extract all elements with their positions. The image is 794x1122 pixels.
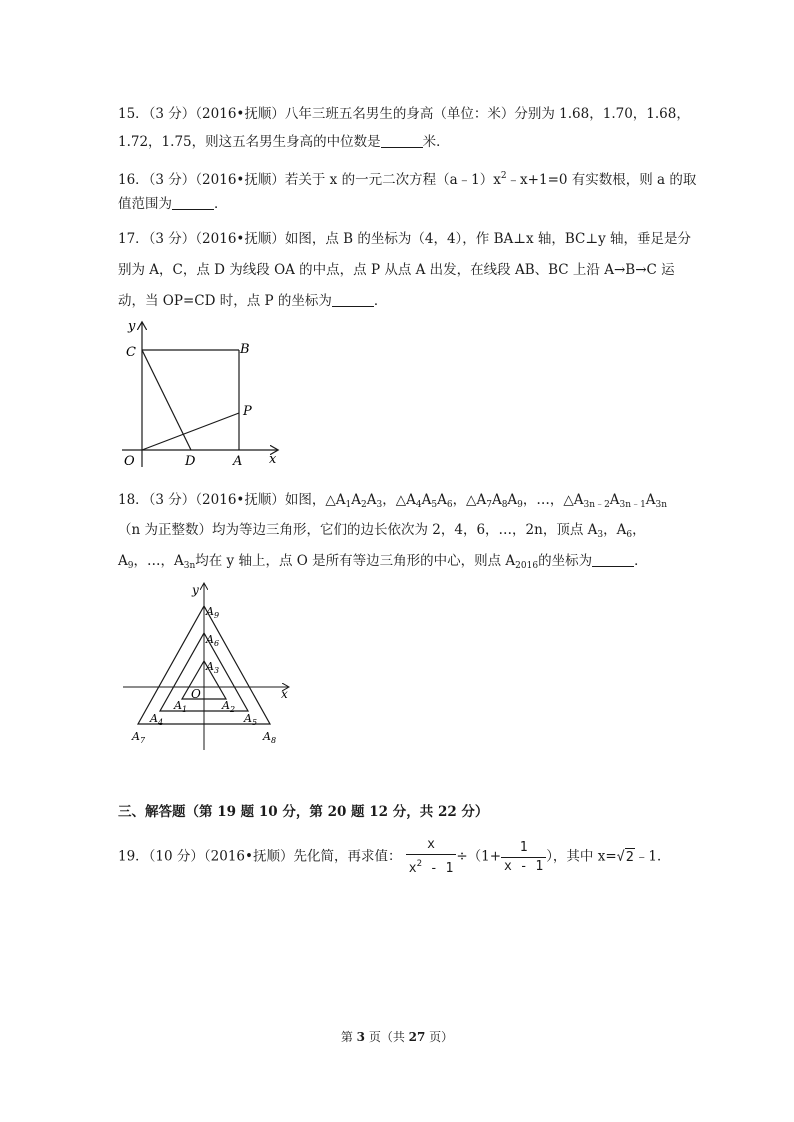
sub: 2 [361,500,367,510]
sub: 4 [415,500,422,510]
sub: 3n [183,561,196,571]
q18-line1 [118,491,667,514]
q16-text: 16．（3 分）（2016•抚顺）若关于 x 的一元二次方程（a﹣1）x [118,172,501,188]
q18-a: A [609,492,620,508]
label-x: x [281,687,288,701]
label-p: P [243,404,252,419]
label-a4: $A_4$ [150,712,164,727]
q18-text: 均在 y 轴上，点 O 是所有等边三角形的中心，则点 A [195,553,516,569]
q18-end: ． [634,553,648,569]
denominator: x - 1 [504,858,544,874]
q18-figure [118,578,298,753]
sub: 2016 [515,561,539,571]
label-o: O [124,454,135,469]
label-a5: $A_5$ [244,712,258,727]
label-c: C [126,345,136,360]
page-footer: 第 3 页（共 27 页） [340,1030,454,1044]
q18-a: A [491,492,502,508]
q15-unit: 米． [422,134,450,150]
q15-line1: 15．（3 分）（2016•抚顺）八年三班五名男生的身高（单位：米）分别为 1.68，1.70，1.68， [118,106,690,122]
sub: 6 [626,530,633,540]
q18-text: ，△A [452,492,487,508]
q18-text: （n 为正整数）均为等边三角形，它们的边长依次为 2，4，6，…，2n，顶点 A [118,522,598,538]
total-pages: 27 [408,1030,426,1044]
q15-line2 [118,133,450,151]
q19-text: ），其中 x= [546,848,617,865]
label-a3: $A_3$ [206,660,220,675]
answer-blank [172,197,214,210]
sub: 3n [655,500,668,510]
q18-a: A [366,492,377,508]
sub: 3n﹣2 [583,500,610,510]
answer-blank [381,135,423,148]
q18-a: A [118,553,128,569]
q18-a: A [437,492,447,508]
q18-a: A [645,492,656,508]
q18-a: A [507,492,518,508]
q18-text: ，…，△A [522,492,584,508]
q16-text-3: 值范围为 [118,196,172,212]
sub: 3 [597,530,604,540]
segment-op [142,413,239,450]
q17-line2: 别为 A，C，点 D 为线段 OA 的中点，点 P 从点 A 出发，在线段 AB、BC 上沿 A→B→C 运 [118,262,675,278]
q19-line [118,836,671,878]
label-a2: $A_2$ [222,699,236,714]
answer-blank [592,554,634,567]
q19-text: 19．（10 分）（2016•抚顺）先化简，再求值： [118,848,402,865]
label-y: y [192,583,199,597]
label-a1: $A_1$ [174,699,188,714]
page-number: 3 [356,1030,365,1044]
label-x: x [269,452,277,467]
denominator: $x^2 - 1$ [408,859,454,876]
exponent: 2 [500,171,507,181]
label-o: O [191,687,201,701]
q19-divide: ÷（1+ [456,848,502,865]
q16-line2 [118,195,228,213]
q15-text: 1.72，1.75，则这五名男生身高的中位数是 [118,134,381,150]
sub: 7 [486,500,492,510]
label-a7: $A_7$ [132,730,146,745]
q16-line1 [118,167,696,189]
answer-blank [332,294,374,307]
q18-a: A [421,492,432,508]
q17-line3 [118,292,387,310]
label-a9: $A_9$ [206,605,220,620]
sub: 1 [345,500,352,510]
numerator: 1 [501,839,546,858]
sub: 9 [517,500,523,510]
label-d: D [185,454,196,469]
label-a: A [233,454,243,469]
q18-text: ，…，A [133,553,184,569]
q17-line1: 17．（3 分）（2016•抚顺）如图，点 B 的坐标为（4，4），作 BA⊥x 轴，BC⊥y 轴，垂足是分 [118,231,691,247]
fraction-x-over-x2-1 [406,836,457,878]
sub: 3 [376,500,383,510]
label-a8: $A_8$ [263,730,277,745]
q18-a: A [351,492,361,508]
sub: 3n﹣1 [619,500,646,510]
label-b: B [240,342,250,357]
numerator: x [406,836,457,855]
sqrt-2: √2 [616,848,634,865]
q18-text: ，△A [382,492,416,508]
q18-line3 [118,552,648,575]
q17-end: ． [373,293,388,309]
sub: 8 [501,500,508,510]
q17-text: 动，当 OP=CD 时，点 P 的坐标为 [118,293,332,309]
q18-line2: （n 为正整数）均为等边三角形，它们的边长依次为 2，4，6，…，2n，顶点 $A_3$，$A_6$， [118,522,646,540]
sub: 5 [431,500,438,510]
label-a6: $A_6$ [206,633,220,648]
label-y: y [128,319,136,334]
q18-text: ，A [603,522,627,538]
q16-text-2: ﹣x+1=0 有实数根，则 a 的取 [506,172,697,188]
q18-text: 18．（3 分）（2016•抚顺）如图，△A [118,492,346,508]
segment-cd [142,350,191,450]
q16-end: ． [214,196,228,212]
q17-figure [112,315,292,470]
sub: 9 [127,561,134,571]
fraction-1-over-x-1 [501,839,546,876]
sub: 6 [446,500,453,510]
q19-end: ﹣1． [634,848,671,865]
section-title: 三、解答题（第 19 题 10 分，第 20 题 12 分，共 22 分） [118,804,489,820]
q18-text: 的坐标为 [538,553,593,569]
